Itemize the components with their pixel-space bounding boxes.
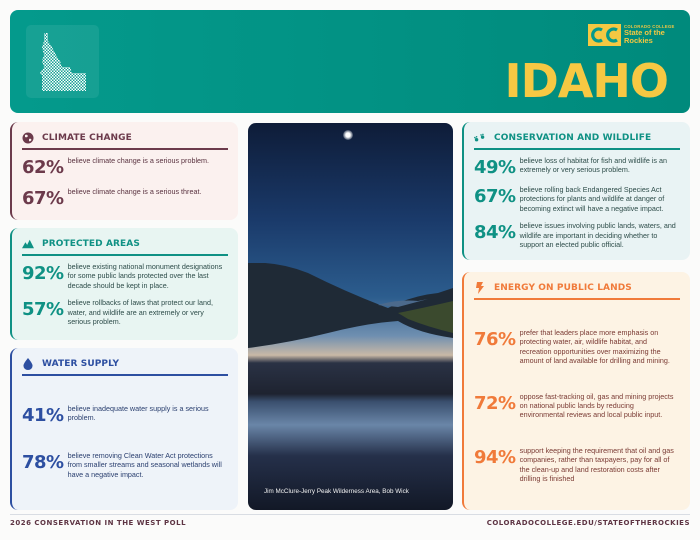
stat-percent: 62% [22, 157, 64, 178]
stat-row [474, 328, 680, 366]
colorado-college-logo [588, 24, 675, 46]
stat-percent: 78% [22, 452, 64, 473]
card-header [22, 238, 228, 256]
card-header [22, 132, 228, 150]
stat-row [22, 187, 228, 208]
stat-percent: 94% [474, 446, 516, 468]
stat-description: believe issues involving public lands, waters, and wildlife are important in deciding whether to support an elected public official. [519, 221, 676, 250]
stat-description: believe loss of habitat for fish and wildlife is an extremely or very serious problem. [519, 156, 668, 175]
stat-description: believe existing national monument designations for some public lands protected over the last decade should be kept in place. [67, 262, 223, 290]
cc-logo-icon [588, 24, 621, 46]
photo-caption: Jim McClure-Jerry Peak Wilderness Area, Bob Wick [264, 488, 409, 495]
card-header [474, 132, 680, 150]
water-drop-icon [22, 358, 34, 370]
state-map-tile [26, 25, 99, 98]
stat-percent: 72% [474, 392, 516, 414]
stat-row [474, 185, 680, 213]
state-title: IDAHO [504, 54, 668, 108]
stat-percent: 49% [474, 157, 516, 178]
stat-percent: 67% [22, 188, 64, 209]
protected-areas-card [10, 228, 238, 340]
logo-line-1: COLORADO COLLEGE [624, 23, 675, 29]
section-title: CONSERVATION AND WILDLIFE [494, 133, 652, 143]
landscape-photo [248, 123, 453, 510]
stat-row [22, 156, 228, 177]
stat-percent: 76% [474, 329, 516, 350]
section-title: CLIMATE CHANGE [42, 133, 132, 143]
card-header [22, 358, 228, 376]
stat-row [22, 298, 228, 326]
stat-description: believe removing Clean Water Act protections from smaller streams and seasonal wetlands will have a negative impact. [67, 451, 222, 479]
lightning-bolt-icon [474, 282, 486, 294]
globe-icon [22, 132, 34, 144]
paw-prints-icon [474, 132, 486, 144]
stat-row [474, 392, 680, 420]
stat-row [474, 446, 680, 484]
stat-percent: 67% [474, 186, 516, 207]
logo-line-2: State of the [624, 28, 665, 38]
stat-description: believe rolling back Endangered Species Act protections for plants and wildlife at danger of becoming extinct will have a negative impact. [519, 185, 665, 213]
stat-description: believe inadequate water supply is a serious problem. [67, 404, 209, 423]
stat-description: believe rollbacks of laws that protect our land, water, and wildlife are an extremely or very serious problem. [67, 298, 214, 327]
idaho-map-icon [40, 33, 86, 91]
moon-glow [343, 130, 353, 140]
stat-percent: 84% [474, 222, 516, 244]
mountains-icon [22, 238, 34, 250]
card-header [474, 282, 680, 300]
stat-percent: 41% [22, 405, 64, 426]
section-title: ENERGY ON PUBLIC LANDS [494, 283, 632, 293]
section-title: WATER SUPPLY [42, 359, 120, 369]
climate-change-card [10, 122, 238, 220]
stat-row [22, 262, 228, 290]
footer-url-link[interactable]: COLORADOCOLLEGE.EDU/STATEOFTHEROCKIES [486, 519, 690, 527]
stat-description: believe climate change is a serious problem. [67, 156, 210, 165]
footer-divider [10, 514, 690, 515]
conservation-wildlife-card [462, 122, 690, 260]
section-title: PROTECTED AREAS [42, 239, 140, 249]
footer-poll-title: 2026 CONSERVATION IN THE WEST POLL [10, 519, 187, 527]
stat-percent: 57% [22, 299, 64, 321]
energy-public-lands-card [462, 272, 690, 510]
stat-row [474, 221, 680, 249]
logo-line-3: Rockies [624, 36, 653, 46]
water-supply-card [10, 348, 238, 510]
stat-row [22, 404, 228, 425]
stat-row [22, 451, 228, 479]
hills-silhouette [248, 263, 453, 373]
stat-description: prefer that leaders place more emphasis on protecting water, air, wildlife habitat, and recreation opportunities over maximizing the amount of land available for drilling and mining. [519, 328, 670, 366]
stat-description: support keeping the requirement that oil and gas companies, rather than taxpayers, pay for all of the clean-up and land restoration costs after drilling is finished [519, 445, 674, 484]
stat-percent: 92% [22, 263, 64, 284]
stat-row [474, 156, 680, 177]
stat-description: oppose fast-tracking oil, gas and mining projects on national public lands by reducing environmental reviews and local public input. [519, 391, 674, 420]
header-banner [10, 10, 690, 113]
stat-description: believe climate change is a serious threat. [67, 187, 202, 196]
